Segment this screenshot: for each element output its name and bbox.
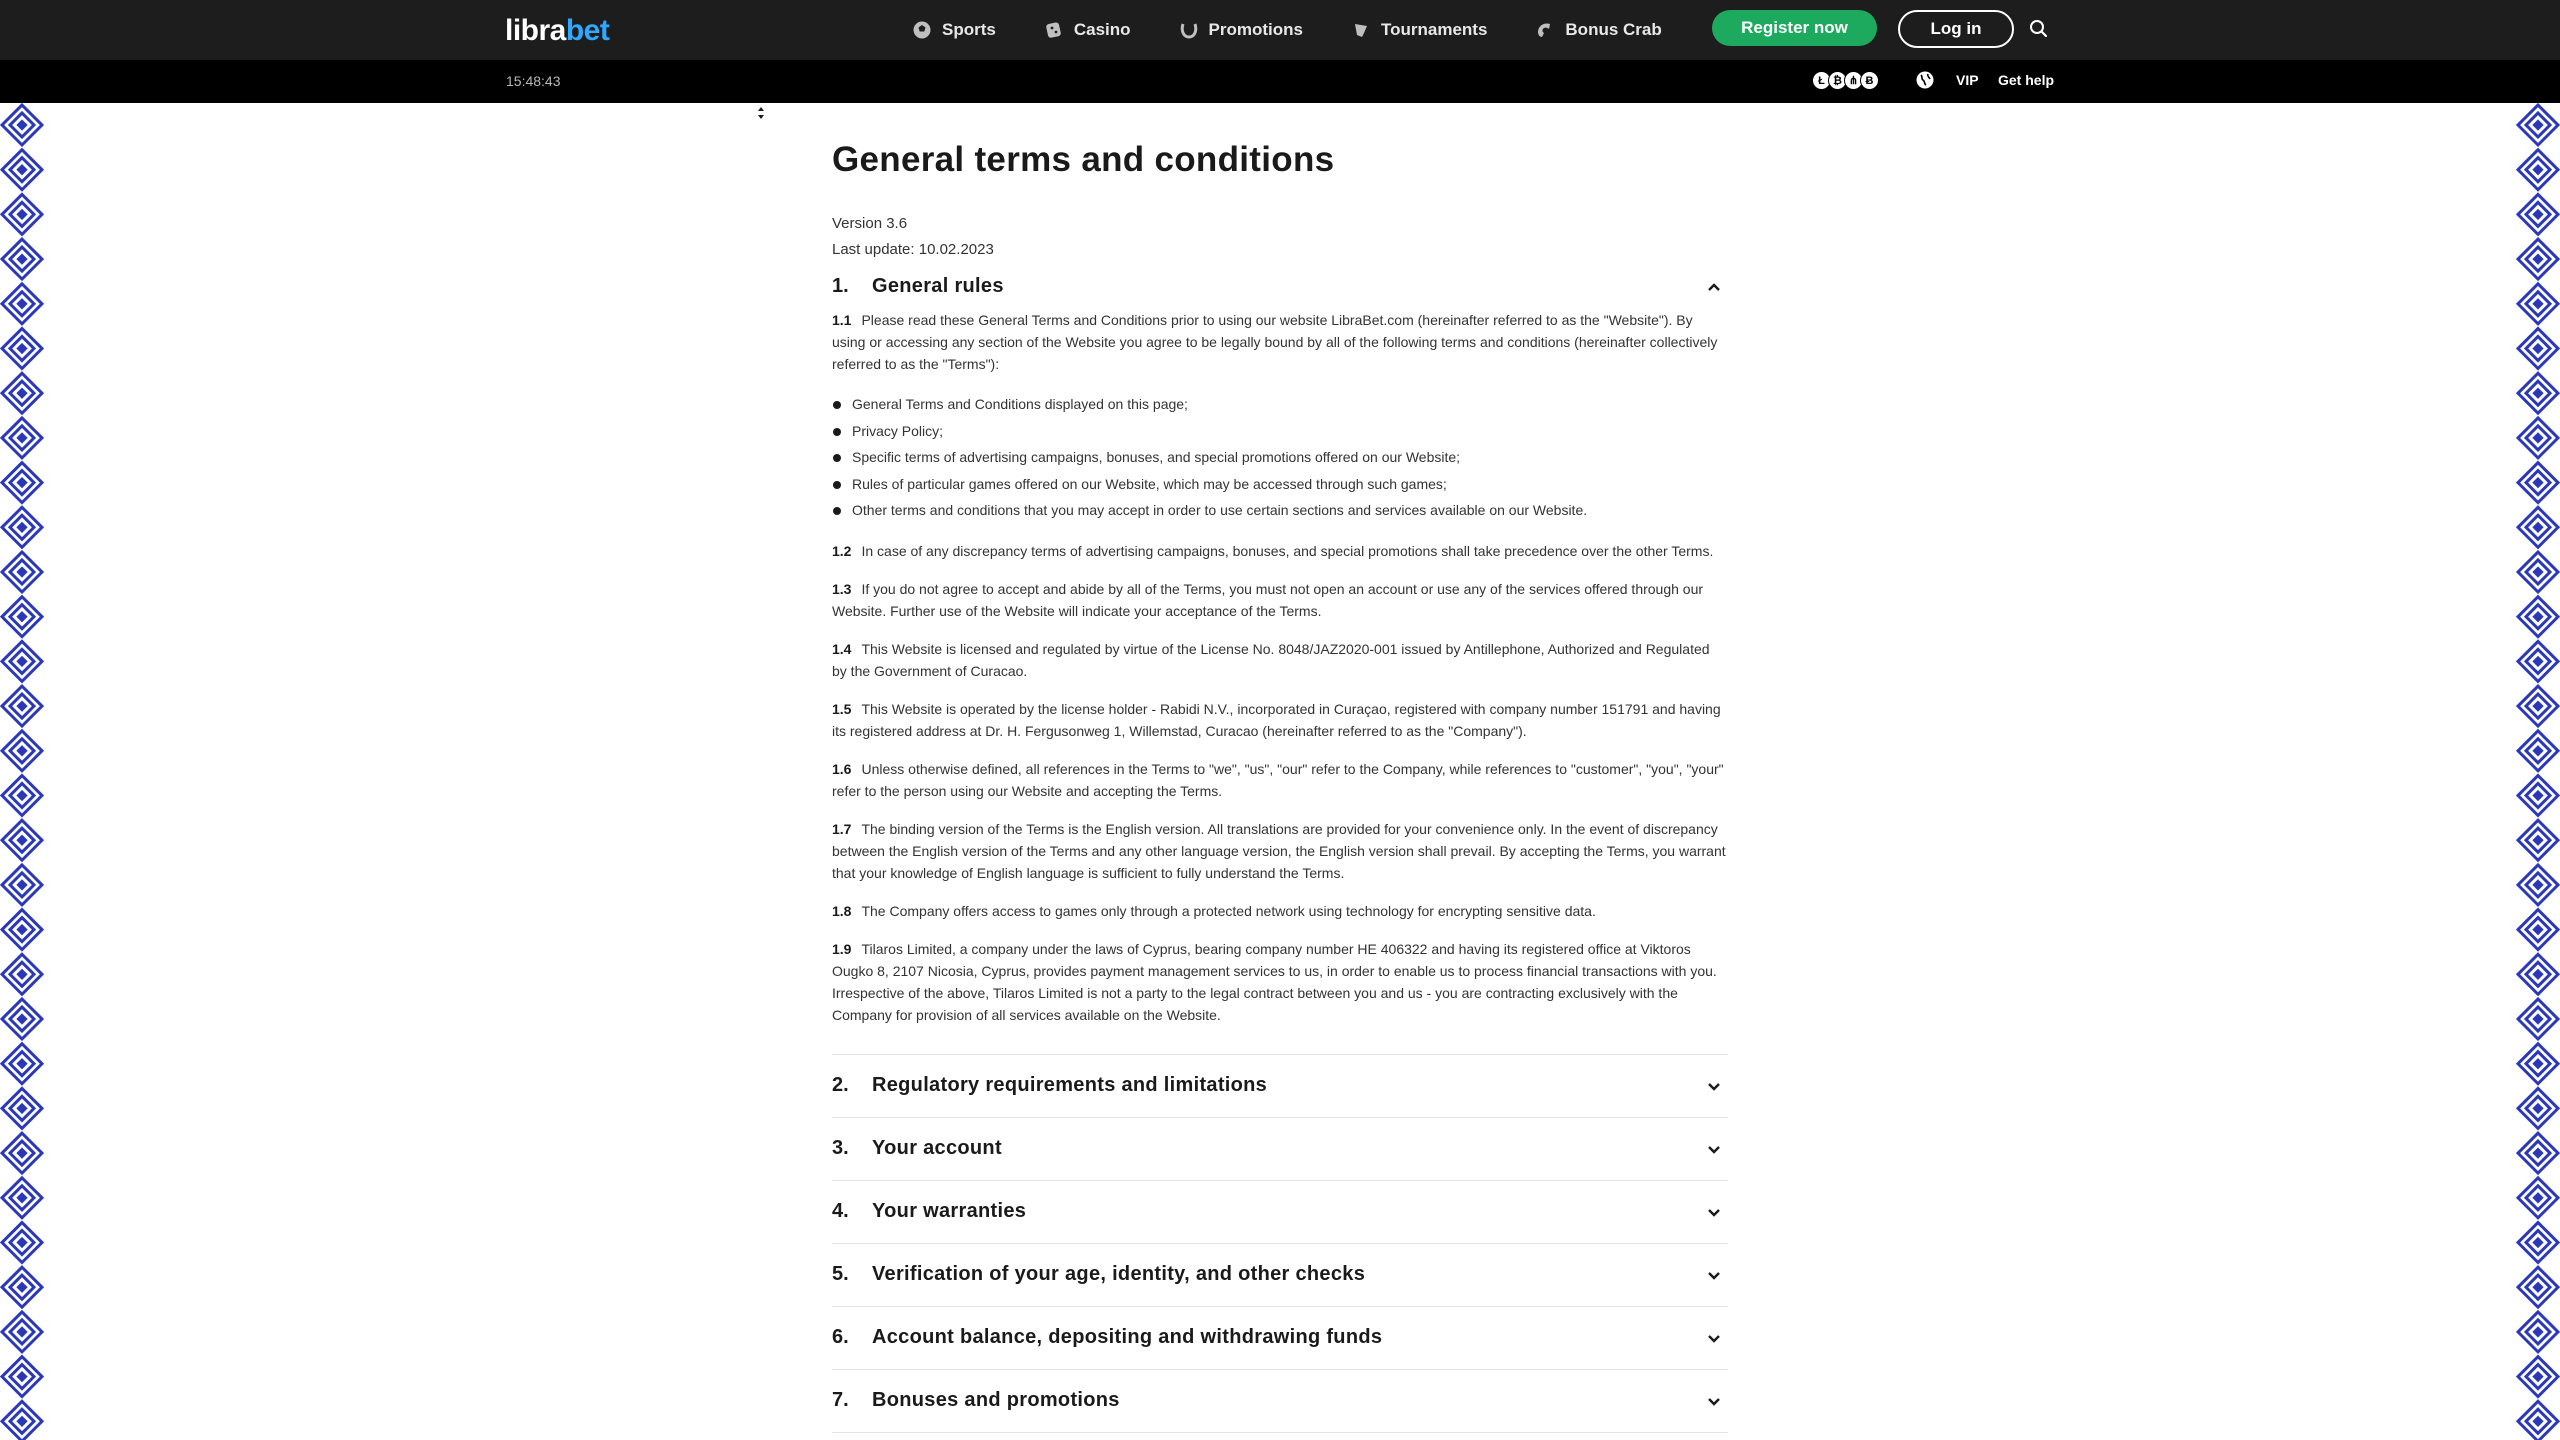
clause-text: This Website is licensed and regulated by virtue of the License No. 8048/JAZ2020-001 issued by Antillephone, Authorized and Regulated by the Government of Curacao.	[832, 640, 1710, 679]
clause-text: The Company offers access to games only through a protected network using technology for encrypting sensitive data.	[861, 902, 1596, 919]
network-coin-icon: ⋔	[1844, 71, 1863, 90]
clause-number: 1.6	[832, 760, 852, 777]
section-4-header[interactable]	[832, 1181, 1728, 1244]
bitcoin-icon: ₿	[1828, 71, 1847, 90]
nav-item-label: Tournaments	[1380, 20, 1488, 39]
crypto-currency-icons[interactable]	[1815, 71, 1879, 90]
section-7-header[interactable]	[832, 1370, 1728, 1433]
terms-list	[832, 391, 1728, 524]
nav-item-bonus-crab[interactable]	[1535, 20, 1661, 40]
clause-1-9	[832, 938, 1728, 1026]
section-title: Regulatory requirements and limitations	[872, 1074, 1268, 1096]
list-item: Other terms and conditions that you may accept in order to use certain sections and services available on our Website.	[832, 497, 1728, 524]
section-title: Verification of your age, identity, and other checks	[872, 1263, 1366, 1285]
version-info	[832, 211, 1728, 263]
clock-time: 15:48:43	[506, 73, 561, 89]
chevron-down-icon[interactable]	[1706, 1079, 1722, 1095]
nav-item-label: Bonus Crab	[1565, 20, 1662, 39]
section-number: 4.	[832, 1200, 849, 1222]
clause-1-7	[832, 818, 1728, 884]
chevron-down-icon[interactable]	[1706, 1142, 1722, 1158]
section-3-header[interactable]	[832, 1118, 1728, 1181]
section-title: General rules	[872, 274, 1004, 297]
section-1-header[interactable]	[832, 263, 1728, 309]
clause-1-2	[832, 540, 1728, 562]
page-title: General terms and conditions	[832, 140, 1335, 179]
nav-item-label: Casino	[1073, 20, 1131, 39]
last-update-text: Last update: 10.02.2023	[832, 241, 994, 258]
top-navigation-bar	[0, 0, 2560, 60]
nav-item-promotions[interactable]	[1179, 20, 1303, 40]
nav-item-label: Promotions	[1208, 20, 1303, 39]
scroll-arrows-icon[interactable]	[755, 106, 767, 120]
clause-number: 1.3	[832, 580, 852, 597]
librabet-logo[interactable]	[505, 14, 609, 48]
clause-text: This Website is operated by the license holder - Rabidi N.V., incorporated in Curaçao, registered with company number 151791 and having its registered address at Dr. H. Fergusonweg 1, Willemstad, Curacao (hereinafter referred to as the "Company").	[832, 700, 1721, 739]
clause-number: 1.5	[832, 700, 852, 717]
trophy-icon	[1351, 20, 1371, 40]
register-now-button[interactable]: Register now	[1712, 10, 1877, 46]
version-text: Version 3.6	[832, 215, 908, 232]
secondary-bar	[0, 60, 2560, 103]
clause-number: 1.8	[832, 902, 852, 919]
section-number: 2.	[832, 1074, 849, 1096]
clause-1-8	[832, 900, 1728, 922]
section-5-header[interactable]	[832, 1244, 1728, 1307]
section-title: Bonuses and promotions	[872, 1389, 1120, 1411]
clause-number: 1.2	[832, 542, 852, 559]
clause-number: 1.9	[832, 940, 852, 957]
clause-1-1	[832, 309, 1728, 375]
soccer-ball-icon	[912, 20, 932, 40]
chevron-down-icon[interactable]	[1706, 1268, 1722, 1284]
right-decorative-border	[2516, 103, 2560, 1440]
left-decorative-border	[0, 103, 44, 1440]
chevron-down-icon[interactable]	[1706, 1205, 1722, 1221]
main-nav	[912, 0, 1710, 60]
section-title: Account balance, depositing and withdrawing funds	[872, 1326, 1383, 1348]
clause-1-6	[832, 758, 1728, 802]
list-item: Specific terms of advertising campaigns, bonuses, and special promotions offered on our Website;	[832, 444, 1728, 471]
clause-text: If you do not agree to accept and abide by all of the Terms, you must not open an account or use any of the services offered through our Website. Further use of the Website will indicate your acceptance of the Terms.	[832, 580, 1704, 619]
chevron-down-icon[interactable]	[1706, 1331, 1722, 1347]
log-in-button[interactable]: Log in	[1898, 10, 2014, 48]
clause-text: Unless otherwise defined, all references in the Terms to "we", "us", "our" refer to the Company, while references to "customer", "you", "your" refer to the person using our Website and accepting the Terms.	[832, 760, 1724, 799]
dice-icon	[1044, 20, 1064, 40]
globe-language-icon[interactable]	[1915, 70, 1935, 90]
get-help-link[interactable]: Get help	[1998, 72, 2055, 88]
clause-text: Please read these General Terms and Conditions prior to using our website LibraBet.com (hereinafter referred to as the "Website"). By using or accessing any section of the Website you agree to be legally bound by all of the following terms and conditions (hereinafter collectively referred to as the "Terms"):	[832, 312, 1718, 372]
horseshoe-icon	[1179, 20, 1199, 40]
litecoin-icon: Ł	[1812, 71, 1831, 90]
clause-1-4	[832, 638, 1728, 682]
section-title: Your warranties	[872, 1200, 1027, 1222]
clause-1-3	[832, 578, 1728, 622]
clause-text: In case of any discrepancy terms of advertising campaigns, bonuses, and special promotions shall take precedence over the other Terms.	[861, 542, 1714, 559]
section-6-header[interactable]	[832, 1307, 1728, 1370]
clause-text: Tilaros Limited, a company under the laws of Cyprus, bearing company number HE 406322 and having its registered office at Viktoros Ougko 8, 2107 Nicosia, Cyprus, provides payment management services to us, in order to enable us to process financial transactions with you. Irrespective of the above, Tilaros Limited is not a party to the legal contract between you and us - you are contracting exclusively with the Company for provision of all services available on the Website.	[832, 940, 1717, 1023]
section-number: 6.	[832, 1326, 849, 1348]
section-title: Your account	[872, 1137, 1002, 1159]
list-item: Rules of particular games offered on our Website, which may be accessed through such games;	[832, 471, 1728, 498]
clause-number: 1.7	[832, 820, 852, 837]
crab-claw-icon	[1535, 20, 1555, 40]
chevron-up-icon[interactable]	[1706, 279, 1722, 295]
vip-link[interactable]: VIP	[1956, 72, 1979, 88]
clause-text: The binding version of the Terms is the English version. All translations are provided for your convenience only. In the event of discrepancy between the English version of the Terms and any other language version, the English version shall prevail. By accepting the Terms, you warrant that your knowledge of English language is sufficient to fully understand the Terms.	[832, 820, 1726, 881]
terms-content	[832, 140, 1728, 1433]
nav-item-label: Sports	[942, 20, 996, 39]
section-number: 7.	[832, 1389, 849, 1411]
clause-1-5	[832, 698, 1728, 742]
section-number: 3.	[832, 1137, 849, 1159]
bitcoin-cash-icon: Ƀ	[1860, 71, 1879, 90]
section-number: 1.	[832, 274, 849, 297]
logo-text-libra: libra	[505, 14, 566, 47]
list-item: Privacy Policy;	[832, 418, 1728, 445]
chevron-down-icon[interactable]	[1706, 1394, 1722, 1410]
clause-number: 1.1	[832, 312, 852, 328]
clause-number: 1.4	[832, 640, 852, 657]
logo-text-bet: bet	[565, 14, 610, 47]
nav-item-sports[interactable]	[912, 20, 996, 40]
list-item: General Terms and Conditions displayed on this page;	[832, 391, 1728, 418]
nav-item-casino[interactable]	[1044, 20, 1131, 40]
section-1-body	[832, 309, 1728, 1055]
search-icon[interactable]	[2028, 18, 2050, 40]
section-number: 5.	[832, 1263, 849, 1285]
nav-item-tournaments[interactable]	[1351, 20, 1487, 40]
section-2-header[interactable]	[832, 1055, 1728, 1118]
